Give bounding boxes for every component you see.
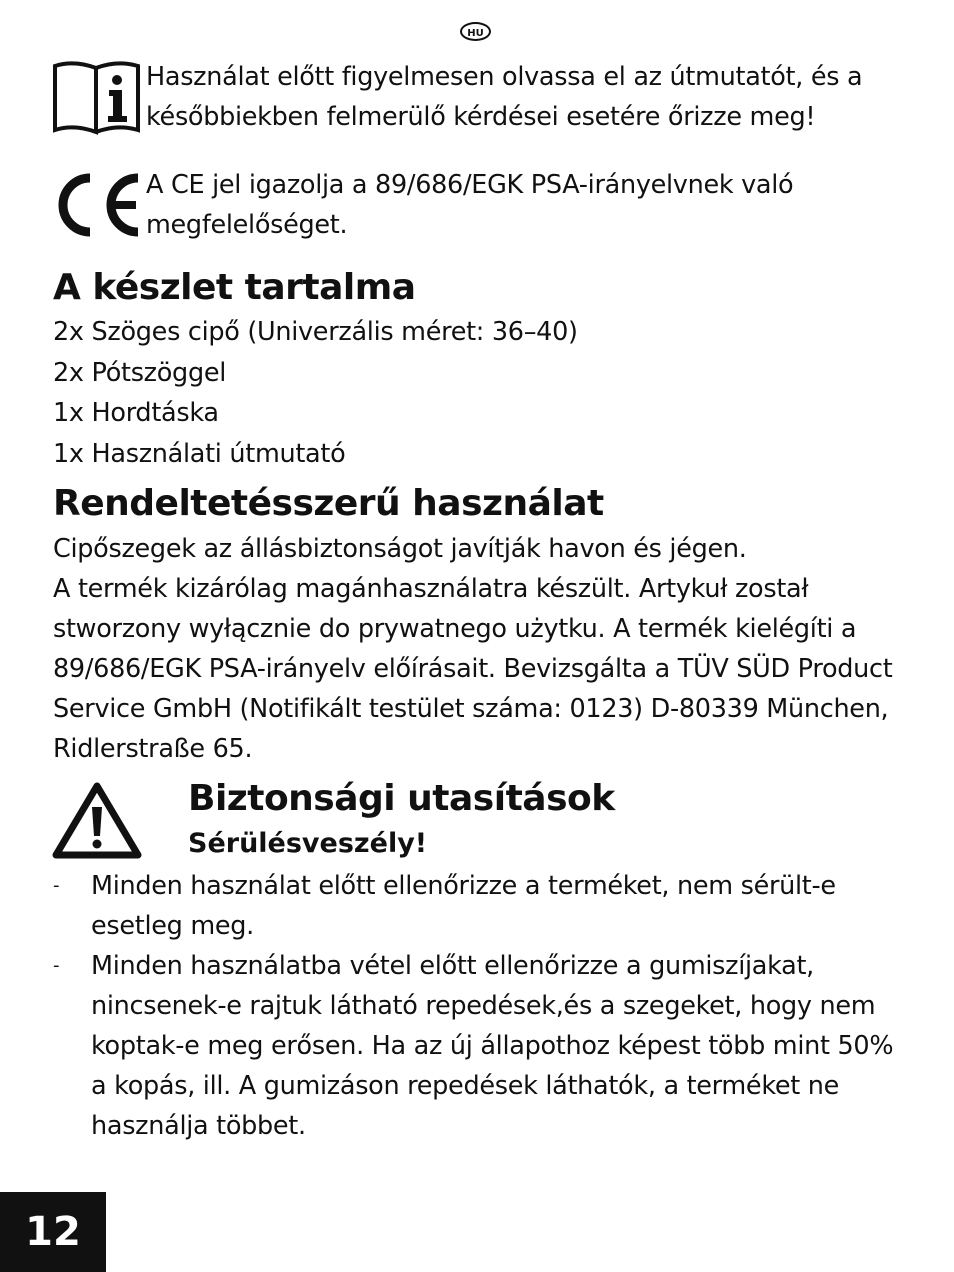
contents-list — [53, 312, 913, 474]
injury-warning-subtitle: Sérülésveszély! — [188, 828, 428, 859]
safety-bullets — [53, 866, 913, 1146]
safety-heading: Biztonsági utasítások — [188, 778, 615, 819]
intended-use-text — [53, 529, 913, 769]
warning-triangle-icon — [52, 780, 142, 860]
page-number: 12 — [0, 1192, 106, 1272]
paragraph: A termék kizárólag magánhasználatra készült. Artykuł został stworzony wyłącznie do prywatnego użytku. A termék kielégíti a 89/686/EGK PSA-irányelv előírásait. Bevizsgálta a TÜV SÜD Product Service GmbH (Notifikált testület száma: 0123) D-80339 München, Ridlerstraße 65. — [53, 574, 893, 764]
ce-mark-icon — [52, 170, 142, 240]
list-item — [53, 946, 913, 1146]
bullet-marker: - — [53, 955, 60, 976]
info-notice: Használat előtt figyelmesen olvassa el az útmutatót, és a későbbiekben felmerülő kérdései esetére őrizze meg! — [146, 62, 863, 132]
bullet-text: Minden használatba vétel előtt ellenőrizze a gumiszíjakat, nincsenek-e rajtuk látható repedések,és a szegeket, hogy nem koptak-e meg erősen. Ha az új állapothoz képest több mint 50% a kopás, ill. A gumizáson repedések láthatók, a terméket ne használja többet. — [91, 951, 894, 1141]
list-item: 1x Használati útmutató — [53, 438, 346, 469]
intended-use-heading: Rendeltetésszerű használat — [53, 483, 604, 524]
bullet-marker: - — [53, 875, 60, 896]
manual-info-icon — [52, 58, 142, 136]
bullet-text: Minden használat előtt ellenőrizze a terméket, nem sérült-e esetleg meg. — [91, 871, 836, 941]
list-item: 2x Szöges cipő (Univerzális méret: 36–40) — [53, 317, 578, 347]
contents-heading: A készlet tartalma — [53, 267, 416, 308]
list-item: 1x Hordtáska — [53, 398, 219, 428]
ce-notice: A CE jel igazolja a 89/686/EGK PSA-irányelvnek való megfelelőséget. — [146, 170, 794, 240]
list-item: 2x Pótszöggel — [53, 357, 227, 388]
list-item — [53, 866, 913, 946]
language-badge: HU — [460, 22, 491, 41]
paragraph: Cipőszegek az állásbiztonságot javítják havon és jégen. — [53, 534, 747, 564]
